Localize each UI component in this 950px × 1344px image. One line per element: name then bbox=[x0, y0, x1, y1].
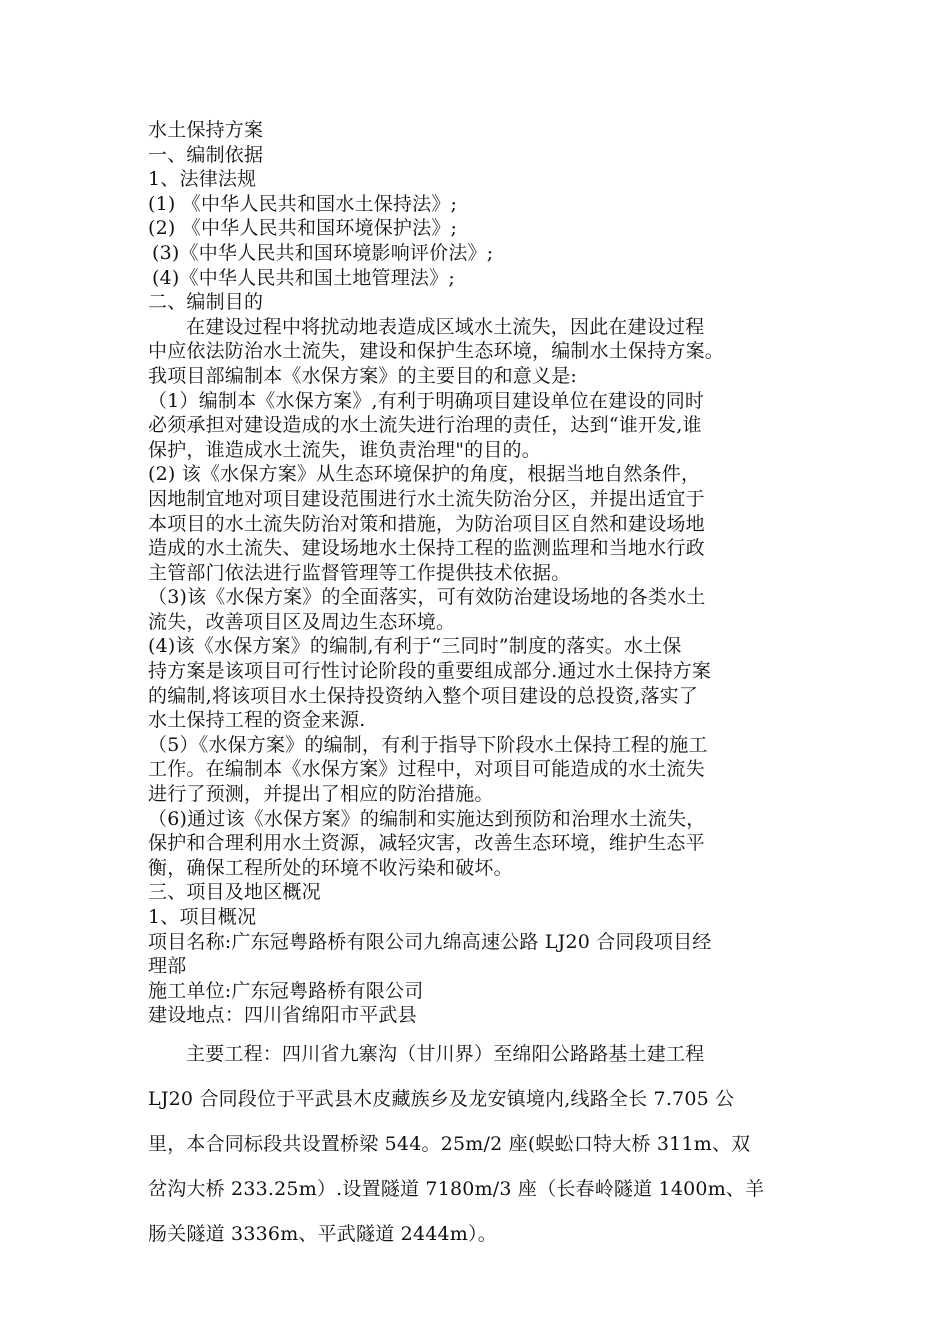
main-works-line-3: 里，本合同标段共设置桥梁 544。25m/2 座(蜈蚣口特大桥 311m、双 bbox=[148, 1132, 751, 1155]
point-4-line-3: 的编制,将该项目水土保持投资纳入整个项目建设的总投资,落实了 bbox=[148, 684, 699, 707]
main-works-line-2: LJ20 合同段位于平武县木皮藏族乡及龙安镇境内,线路全长 7.705 公 bbox=[148, 1087, 735, 1110]
intro-line-2: 中应依法防治水土流失，建设和保护生态环境，编制水土保持方案。 bbox=[148, 340, 725, 363]
document-page bbox=[148, 118, 813, 1257]
project-name-line-1: 项目名称:广东冠粤路桥有限公司九绵高速公路 LJ20 合同段项目经 bbox=[148, 930, 712, 953]
section-1-subheading: 1、法律法规 bbox=[148, 168, 257, 191]
section-2-heading: 二、编制目的 bbox=[148, 291, 264, 314]
section-1-heading: 一、编制依据 bbox=[148, 143, 264, 166]
point-3-line-1: （3)该《水保方案》的全面落实，可有效防治建设场地的各类水土 bbox=[148, 586, 706, 609]
law-item-2: (2) 《中华人民共和国环境保护法》; bbox=[148, 217, 458, 240]
point-6-line-3: 衡，确保工程所处的环境不收污染和破坏。 bbox=[148, 856, 513, 879]
point-4-line-2: 持方案是该项目可行性讨论阶段的重要组成部分.通过水土保持方案 bbox=[148, 660, 712, 683]
point-1-line-1: （1）编制本《水保方案》,有利于明确项目建设单位在建设的同时 bbox=[148, 389, 705, 412]
main-works-line-4: 岔沟大桥 233.25m）.设置隧道 7180m/3 座（长春岭隧道 1400m、羊 bbox=[148, 1177, 765, 1200]
document-title: 水土保持方案 bbox=[148, 119, 264, 141]
main-works-line-5: 肠关隧道 3336m、平武隧道 2444m）。 bbox=[148, 1222, 497, 1245]
law-item-3: (3)《中华人民共和国环境影响评价法》; bbox=[152, 241, 494, 264]
construction-unit: 施工单位:广东冠粤路桥有限公司 bbox=[148, 979, 424, 1002]
point-2-line-2: 因地制宜地对项目建设范围进行水土流失防治分区，并提出适宜于 bbox=[148, 487, 705, 510]
point-4-line-4: 水土保持工程的资金来源. bbox=[148, 709, 366, 732]
main-works-line-1: 主要工程：四川省九寨沟（甘川界）至绵阳公路路基土建工程 bbox=[186, 1042, 705, 1065]
point-6-line-2: 保护和合理利用水土资源，减轻灾害，改善生态环境，维护生态平 bbox=[148, 832, 705, 855]
point-5-line-1: （5）《水保方案》的编制，有利于指导下阶段水土保持工程的施工 bbox=[148, 733, 708, 756]
section-3-subheading: 1、项目概况 bbox=[148, 906, 257, 928]
point-3-line-2: 流失，改善项目区及周边生态环境。 bbox=[148, 610, 456, 633]
project-name-line-2: 理部 bbox=[148, 955, 187, 978]
law-item-1: (1) 《中华人民共和国水土保持法》; bbox=[148, 192, 458, 215]
point-1-line-2: 必须承担对建设造成的水土流失进行治理的责任，达到“谁开发,谁 bbox=[148, 414, 702, 437]
point-2-line-5: 主管部门依法进行监督管理等工作提供技术依据。 bbox=[148, 561, 571, 584]
law-item-4: (4)《中华人民共和国土地管理法》; bbox=[152, 266, 455, 289]
intro-line-1: 在建设过程中将扰动地表造成区域水土流失，因此在建设过程 bbox=[186, 315, 705, 338]
point-2-line-4: 造成的水土流失、建设场地水土保持工程的监测监理和当地水行政 bbox=[148, 537, 705, 560]
construction-location: 建设地点：四川省绵阳市平武县 bbox=[148, 1004, 417, 1027]
point-4-line-1: (4)该《水保方案》的编制,有利于“三同时”制度的落实。水土保 bbox=[148, 635, 682, 658]
intro-line-3: 我项目部编制本《水保方案》的主要目的和意义是: bbox=[148, 364, 578, 387]
point-2-line-3: 本项目的水土流失防治对策和措施，为防治项目区自然和建设场地 bbox=[148, 512, 705, 535]
point-2-line-1: (2) 该《水保方案》从生态环境保护的角度，根据当地自然条件， bbox=[148, 463, 701, 486]
point-5-line-2: 工作。在编制本《水保方案》过程中，对项目可能造成的水土流失 bbox=[148, 758, 705, 781]
point-6-line-1: （6)通过该《水保方案》的编制和实施达到预防和治理水土流失， bbox=[148, 807, 706, 830]
point-5-line-3: 进行了预测，并提出了相应的防治措施。 bbox=[148, 783, 494, 806]
section-3-heading: 三、项目及地区概况 bbox=[148, 881, 321, 904]
point-1-line-3: 保护，谁造成水土流失，谁负责治理"的目的。 bbox=[148, 438, 541, 461]
